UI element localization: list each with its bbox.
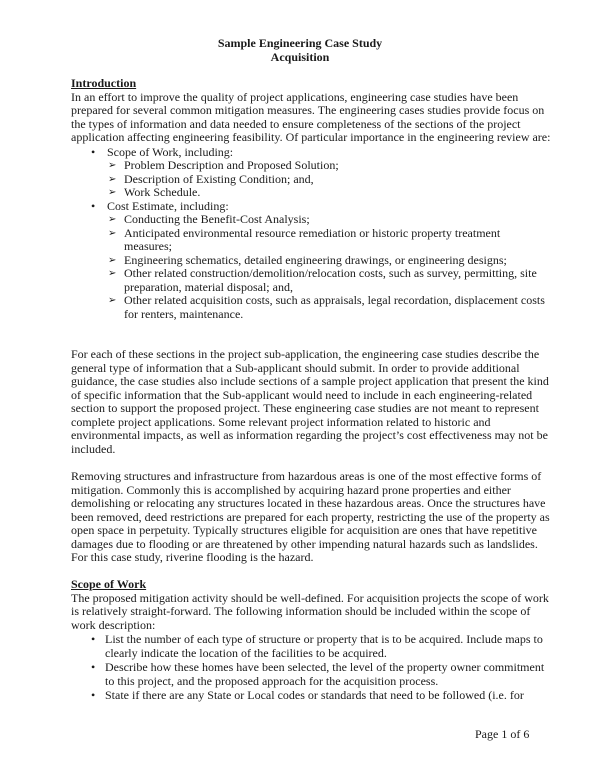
scope-of-work-paragraph: The proposed mitigation activity should be well-defined. For acquisition projects the scope of work is relatively straight-forward. The following information should be included within the scope of work description: (71, 590, 549, 632)
introduction-section (71, 77, 551, 321)
scope-of-work-heading: Scope of Work (71, 577, 147, 591)
mitigation-paragraph-block (71, 470, 551, 565)
arrow-bullet-icon: ➢ (108, 160, 117, 171)
scope-of-work-section (71, 578, 551, 704)
sub-list-item (71, 213, 551, 227)
document-subtitle: Acquisition (270, 50, 330, 64)
review-list (71, 146, 551, 322)
list-item (71, 661, 551, 688)
arrow-bullet-icon: ➢ (108, 227, 117, 239)
list-item-text: State if there are any State or Local codes or standards that need to be followed (i.e. for (105, 688, 524, 702)
sub-list-item (71, 294, 551, 321)
list-item-label: Scope of Work, including: (107, 144, 234, 159)
arrow-bullet-icon: ➢ (108, 187, 117, 198)
sub-list-item (71, 254, 551, 268)
mitigation-paragraph: Removing structures and infrastructure from hazardous areas is one of the most effective forms of mitigation. Commonly this is accomplished by acquiring hazard prone properties and either demolishing or relocating any structures located in these hazardous areas. Once the structures have been removed, deed restrictions are prepared for each property, restricting the use of the property as open space in perpetuity. Typically structures eligible for acquisition are ones that have repetitive damages due to flooding or are threatened by other impending natural hazards such as landslides. For this case study, riverine flooding is the hazard. (71, 469, 550, 564)
scope-of-work-list (71, 633, 551, 703)
document-title: Sample Engineering Case Study (217, 36, 383, 50)
bullet-icon: • (91, 632, 96, 646)
sub-list-item-text: Other related construction/demolition/relocation costs, such as survey, permitting, site preparation, material disposal; and, (124, 266, 537, 294)
sub-list-item (71, 186, 551, 200)
sub-list-item-text: Engineering schematics, detailed engineering drawings, or engineering designs; (124, 252, 507, 267)
list-item-scope (71, 146, 551, 160)
sub-list-item-text: Anticipated environmental resource remediation or historic property treatment measures; (124, 225, 501, 253)
sub-list-item (71, 227, 551, 254)
sub-list-item-text: Description of Existing Condition; and, (124, 171, 314, 186)
sub-list-item-text: Problem Description and Proposed Solution; (124, 158, 339, 172)
bullet-icon: • (91, 198, 96, 213)
bullet-icon: • (91, 660, 96, 674)
page-number: Page 1 of 6 (475, 727, 530, 741)
arrow-bullet-icon: ➢ (108, 268, 117, 279)
list-item (71, 689, 551, 703)
introduction-paragraph: In an effort to improve the quality of project applications, engineering case studies have been prepared for several common mitigation measures. The engineering cases studies provide focus on the types of information and data needed to ensure completeness of the sections of the project application affecting engineering feasibility. Of particular importance in the engineering review are: (71, 89, 551, 144)
sub-list-item-text: Work Schedule. (124, 185, 201, 199)
guidance-paragraph: For each of these sections in the project sub-application, the engineering case studies describe the general type of information that a Sub-applicant should submit. In order to provide additional guidance, the case studies also include sections of a sample project application that present the kind of specific information that the Sub-applicant would need to include in each engineering-related section to support the proposed project. These engineering case studies are not meant to represent complete project applications. Some relevant project information related to historic and environmental impacts, as well as information regarding the project’s cost effectiveness may not be included. (71, 347, 549, 456)
list-item-text: Describe how these homes have been selected, the level of the property owner commitment to this project, and the proposed approach for the acquisition process. (105, 660, 545, 688)
sub-list-item-text: Conducting the Benefit-Cost Analysis; (124, 212, 310, 226)
introduction-heading: Introduction (71, 76, 137, 90)
bullet-icon: • (91, 144, 96, 159)
list-item-cost (71, 200, 551, 214)
arrow-bullet-icon: ➢ (108, 173, 117, 185)
bullet-icon: • (91, 688, 96, 702)
sub-list-item (71, 159, 551, 173)
list-item (71, 633, 551, 660)
list-item-text: List the number of each type of structure or property that is to be acquired. Include maps to clearly indicate the location of the facilities to be acquired. (105, 632, 543, 660)
arrow-bullet-icon: ➢ (108, 254, 117, 266)
list-item-label: Cost Estimate, including: (107, 198, 229, 213)
arrow-bullet-icon: ➢ (108, 214, 117, 225)
sub-list-item (71, 173, 551, 187)
guidance-paragraph-block (71, 348, 551, 456)
sub-list-item (71, 267, 551, 294)
sub-list-item-text: Other related acquisition costs, such as appraisals, legal recordation, displacement costs for renters, maintenance. (124, 293, 545, 321)
arrow-bullet-icon: ➢ (108, 295, 117, 306)
